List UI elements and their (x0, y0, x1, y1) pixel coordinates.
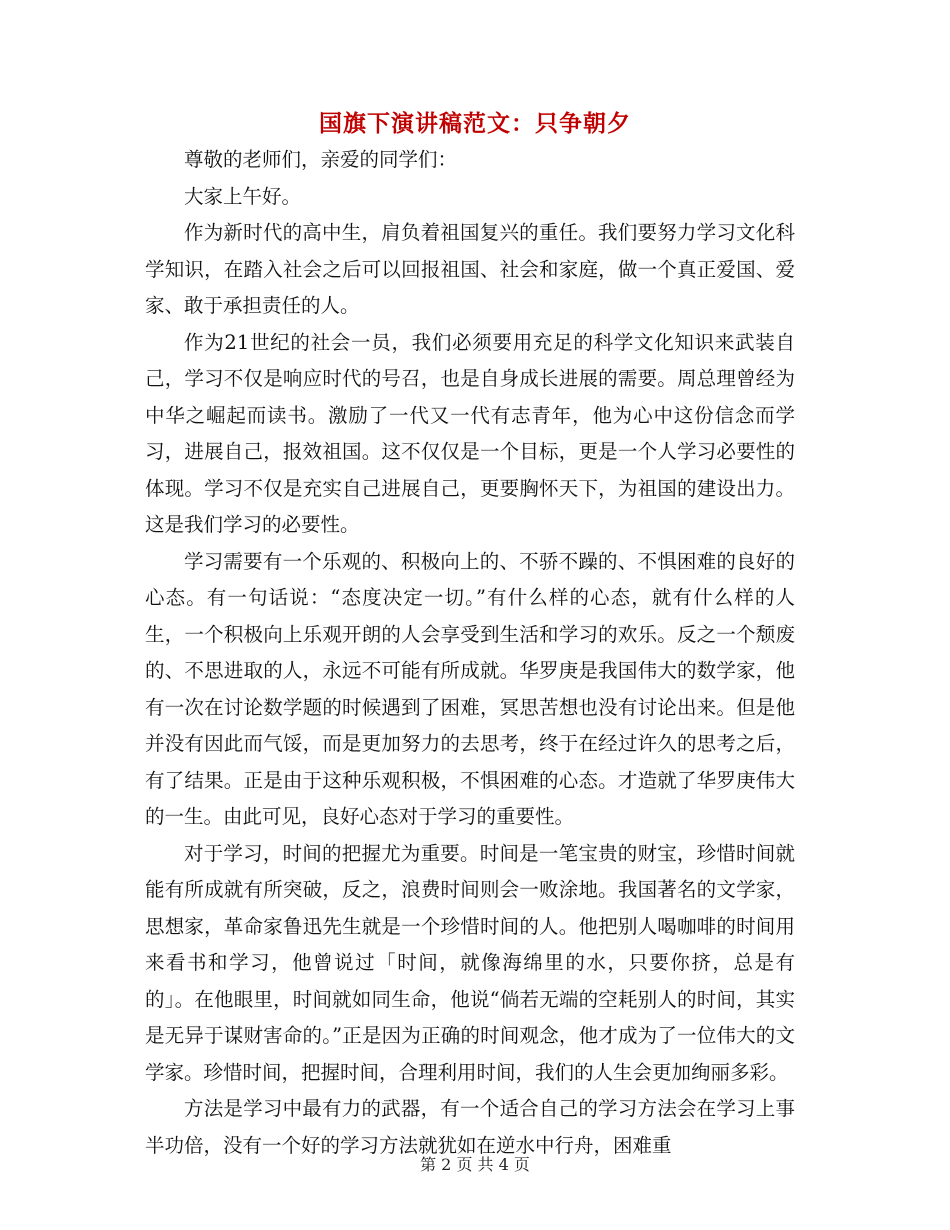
body-paragraph: 对于学习，时间的把握尤为重要。时间是一笔宝贵的财宝，珍惜时间就能有所成就有所突破，反之，浪费时间则会一败涂地。我国著名的文学家，思想家，革命家鲁迅先生就是一个珍惜时间的人。他把别人喝咖啡的时间用来看书和学习，他曾说过「时间，就像海绵里的水，只要你挤，总是有的」。在他眼里，时间就如同生命，他说“倘若无端的空耗别人的时间，其实是无异于谋财害命的。”正是因为正确的时间观念，他才成为了一位伟大的文学家。珍惜时间，把握时间，合理利用时间，我们的人生会更加绚丽多彩。 (145, 841, 795, 1084)
document-body (145, 142, 795, 1164)
document-title: 国旗下演讲稿范文：只争朝夕 (319, 110, 631, 137)
body-paragraph: 学习需要有一个乐观的、积极向上的、不骄不躁的、不惧困难的良好的心态。有一句话说：“态度决定一切。”有什么样的心态，就有什么样的人生，一个积极向上乐观开朗的人会享受到生活和学习的欢乐。反之一个颓废的、不思进取的人，永远不可能有所成就。华罗庚是我国伟大的数学家，他有一次在讨论数学题的时候遇到了困难，冥思苦想也没有讨论出来。但是他并没有因此而气馁，而是更加努力的去思考，终于在经过许久的思考之后，有了结果。正是由于这种乐观积极，不惧困难的心态。才造就了华罗庚伟大的一生。由此可见，良好心态对于学习的重要性。 (145, 549, 795, 828)
body-paragraph: 方法是学习中最有力的武器，有一个适合自己的学习方法会在学习上事半功倍，没有一个好的学习方法就犹如在逆水中行舟，困难重 (145, 1097, 795, 1157)
greeting-paragraph: 大家上午好。 (184, 184, 302, 208)
body-paragraph: 作为21世纪的社会一员，我们必须要用充足的科学文化知识来武装自己，学习不仅是响应时代的号召，也是自身成长进展的需要。周总理曾经为中华之崛起而读书。激励了一代又一代有志青年，他为心中这份信念而学习，进展自己，报效祖国。这不仅仅是一个目标，更是一个人学习必要性的体现。学习不仅是充实自己进展自己，更要胸怀天下，为祖国的建设出力。这是我们学习的必要性。 (145, 330, 795, 536)
body-paragraph: 作为新时代的高中生，肩负着祖国复兴的重任。我们要努力学习文化科学知识，在踏入社会之后可以回报祖国、社会和家庭，做一个真正爱国、爱家、敢于承担责任的人。 (145, 221, 795, 317)
page-number-footer: 第 2 页 共 4 页 (420, 1155, 530, 1174)
salutation-paragraph: 尊敬的老师们，亲爱的同学们： (184, 148, 458, 171)
